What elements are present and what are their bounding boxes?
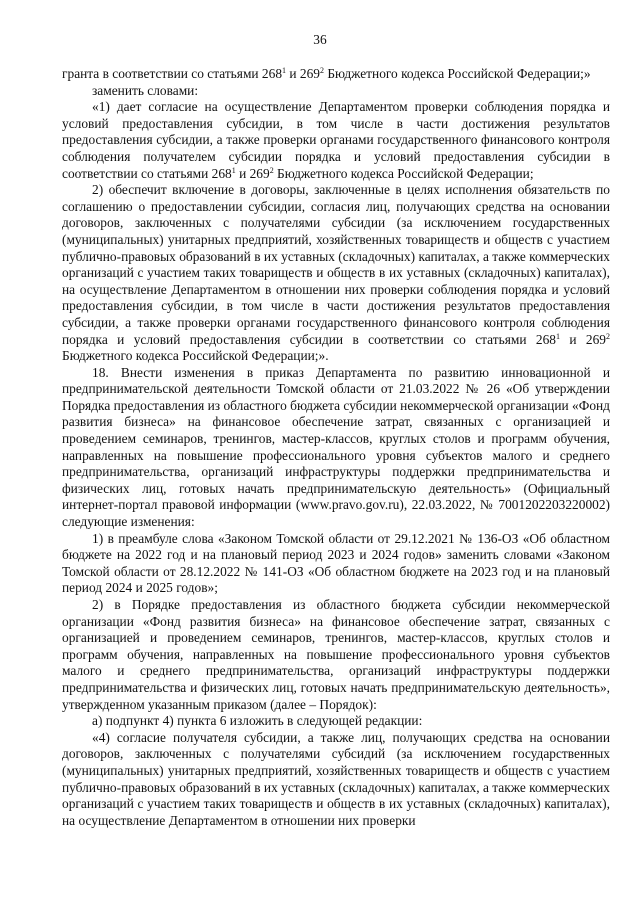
paragraph [62,730,610,830]
superscript: 1 [555,331,560,341]
superscript: 2 [319,66,324,75]
text-run: а) подпункт 4) пункта 6 изложить в следующей редакции: [92,713,423,729]
paragraph [62,182,610,365]
paragraph [62,531,610,597]
paragraph [62,66,610,83]
paragraph [62,99,610,182]
text-run: заменить словами: [92,82,199,98]
superscript: 2 [269,165,274,175]
superscript: 2 [605,331,610,341]
text-run: 1) в преамбуле слова «Законом Томской области от 29.12.2021 № 136-ОЗ «Об областном бюджете на 2022 год и на плановый период 2023 и 2024 годов» заменить словами «Законом Томской области от 28.12.2022 № 141-ОЗ «Об областном бюджете на 2023 год и на плановый период 2024 и 2025 годов»; [62,530,610,596]
page-number: 36 [313,32,327,47]
paragraph [62,83,610,100]
text-run: 18. Внести изменения в приказ Департамента по развитию инновационной и предпринимательской деятельности Томской области от 21.03.2022 № 26 «Об утверждении Порядка предоставления из областного бюджета субсидии некоммерческой организации «Фонд развития бизнеса» на финансовое обеспечение затрат, связанных с организацией и проведением семинаров, тренингов, мастер-классов, круглых столов и программ обучения, направленных на повышение профессионального уровня субъектов малого и среднего предпринимательства, организаций инфраструктуры поддержки предпринимательства и физических лиц, готовых начать предпринимательскую деятельность» (Официальный интернет-портал правовой информации (www.pravo.gov.ru), 22.03.2022, № 7001202203220002) следующие изменения: [62,364,610,530]
text-run: «1) дает согласие на осуществление Департаментом проверки соблюдения порядка и условий предоставления субсидии, в том числе в части достижения результатов предоставления субсидии, а также проверки органами государственного финансового контроля соблюдения получателем субсидии порядка и условий предоставления субсидии в соответствии со статьями 268 [62,99,610,181]
text-run: 2) в Порядке предоставления из областного бюджета субсидии некоммерческой организации «Фонд развития бизнеса» на финансовое обеспечение затрат, связанных с организацией и проведением семинаров, тренингов, мастер-классов, круглых столов и программ обучения, направленных на повышение профессионального уровня субъектов малого и среднего предпринимательства, организаций инфраструктуры поддержки предпринимательства и физических лиц, готовых начать предпринимательскую деятельность», утвержденном указанным приказом (далее – Порядок): [62,597,610,712]
text-run: гранта в соответствии со статьями 268 [62,66,283,81]
paragraph [62,365,610,531]
text-run: и 269 [559,331,606,347]
superscript: 1 [231,165,236,175]
text-run: 2) обеспечит включение в договоры, заключенные в целях исполнения обязательств по соглашению о предоставлении субсидии, согласия лиц, получающих средства на основании договоров, заключенных с получателями субсидии (за исключением государственных (муниципальных) унитарных предприятий, хозяйственных товариществ и обществ с участием публично-правовых образований в их уставных (складочных) капиталах, а также коммерческих организаций с участием таких товариществ и обществ в их уставных (складочных) капиталах), на осуществление Департаментом в отношении них проверки соблюдения порядка и условий предоставления субсидии, в том числе в части достижения результатов предоставления субсидии, а также проверки органами государственного финансового контроля соблюдения порядка и условий предоставления субсидии в соответствии со статьями 268 [62,182,610,347]
text-run: и 269 [235,165,270,181]
text-run: Бюджетного кодекса Российской Федерации;» [323,66,591,81]
text-run: Бюджетного кодекса Российской Федерации; [273,165,534,181]
text-run: «4) согласие получателя субсидии, а также лиц, получающих средства на основании договоров, заключенных с получателями субсидий (за исключением государственных (муниципальных) унитарных предприятий, хозяйственных товариществ и обществ с участием публично-правовых образований в их уставных (складочных) капиталах, а также коммерческих организаций с участием таких товариществ и обществ в их уставных (складочных) капиталах), на осуществление Департаментом в отношении них проверки [62,729,610,828]
text-run: и 269 [286,66,320,81]
superscript: 1 [282,66,287,75]
paragraph [62,713,610,730]
text-run: Бюджетного кодекса Российской Федерации;». [62,348,329,364]
document-body [62,66,610,829]
paragraph [62,597,610,713]
